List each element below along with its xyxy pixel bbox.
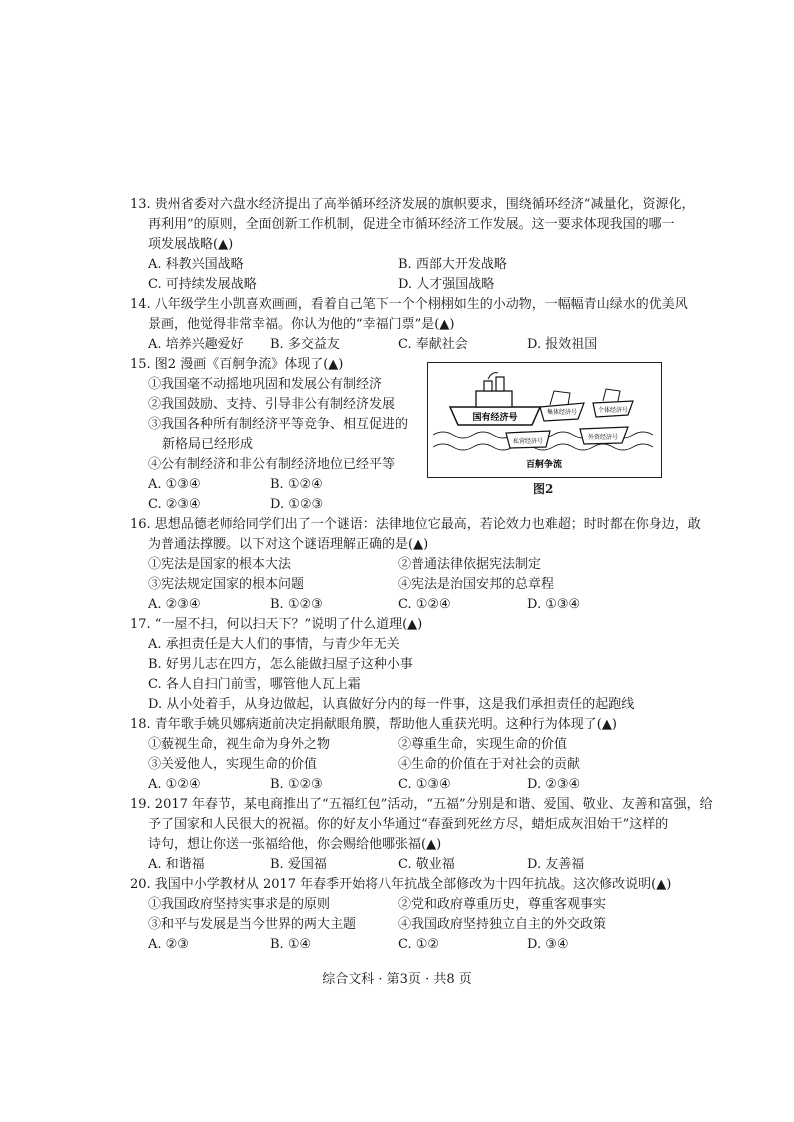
q14-option-d: D. 报效祖国: [527, 337, 598, 352]
q18-stem: 18. 青年歌手姚贝娜病逝前决定捐献眼角膜，帮助他人重获光明。这种行为体现了(▲): [130, 717, 617, 732]
q18-item-2: ②尊重生命，实现生命的价值: [398, 737, 568, 752]
q17-option-b: B. 好男儿志在四方，怎么能做扫屋子这种小事: [148, 657, 413, 672]
q19-option-a: A. 和谐福: [148, 857, 205, 872]
q16-item-3: ③宪法规定国家的根本问题: [148, 577, 305, 592]
q19-stem-line-1: 19. 2017 年春节，某电商推出了“五福红包”活动，“五福”分别是和谐、爱国、敬业、友善和富强，给: [130, 797, 713, 812]
q16-item-2: ②普通法律依据宪法制定: [398, 557, 542, 572]
q18-option-a: A. ①②④: [148, 777, 201, 792]
q15-item-2: ②我国鼓励、支持、引导非公有制经济发展: [148, 397, 396, 412]
q20-item-1: ①我国政府坚持实事求是的原则: [148, 897, 331, 912]
q13-stem-line-2: 再利用”的原则，全面创新工作机制，促进全市循环经济工作发展。这一要求体现我国的哪一: [148, 217, 675, 232]
q15-stem: 15. 图2 漫画《百舸争流》体现了(▲): [130, 357, 344, 372]
ship-4-label: 外资经济号: [587, 434, 619, 441]
q13-option-b: B. 西部大开发战略: [398, 257, 507, 272]
q18-item-1: ①藐视生命，视生命为身外之物: [148, 737, 331, 752]
q15-option-d: D. ①②③: [270, 497, 324, 512]
q19-option-c: C. 敬业福: [398, 857, 455, 872]
ship-5-label: 个体经济号: [597, 407, 629, 414]
q17-stem: 17. “一屋不扫，何以扫天下？”说明了什么道理(▲): [130, 617, 423, 632]
q17-option-c: C. 各人自扫门前雪，哪管他人瓦上霜: [148, 677, 361, 692]
q18-item-4: ④生命的价值在于对社会的贡献: [398, 757, 581, 772]
q20-option-d: D. ③④: [527, 937, 569, 952]
q14-option-c: C. 奉献社会: [398, 337, 468, 352]
figure-caption: 图2: [533, 482, 554, 496]
q13-option-d: D. 人才强国战略: [398, 277, 495, 292]
q13-option-a: A. 科教兴国战略: [148, 257, 244, 272]
q20-item-2: ②党和政府尊重历史，尊重客观事实: [398, 897, 607, 912]
ship-3-label: 私营经济号: [512, 438, 544, 445]
q19-stem-line-3: 诗句，想让你送一张福给他，你会赐给他哪张福(▲): [148, 837, 442, 852]
q16-option-a: A. ②③④: [148, 597, 201, 612]
q19-stem-line-2: 予了国家和人民很大的祝福。你的好友小华通过“春蚕到死丝方尽，蜡炬成灰泪始干”这样的: [148, 817, 669, 832]
cartoon-title: 百舸争流: [525, 460, 563, 470]
q17-option-a: A. 承担责任是大人们的事情，与青少年无关: [148, 637, 400, 652]
page-footer: 综合文科 · 第3页 · 共8 页: [322, 972, 472, 987]
q20-item-4: ④我国政府坚持独立自主的外交政策: [398, 917, 607, 932]
q20-stem: 20. 我国中小学教材从 2017 年春季开始将八年抗战全部修改为十四年抗战。这次修改说明(▲): [130, 877, 672, 892]
q16-item-1: ①宪法是国家的根本大法: [148, 557, 292, 572]
q16-option-c: C. ①②④: [398, 597, 451, 612]
q18-option-d: D. ②③④: [527, 777, 581, 792]
q15-item-3: ③我国各种所有制经济平等竞争、相互促进的: [148, 417, 409, 432]
ship-main-label: 国有经济号: [472, 413, 518, 423]
q16-stem-line-2: 为普通法撑腰。以下对这个谜语理解正确的是(▲): [148, 537, 429, 552]
q19-option-d: D. 友善福: [527, 857, 585, 872]
q20-option-b: B. ①④: [270, 937, 312, 952]
q14-option-b: B. 多交益友: [270, 337, 340, 352]
q15-item-3-cont: 新格局已经形成: [162, 437, 254, 452]
q15-option-c: C. ②③④: [148, 497, 201, 512]
q20-item-3: ③和平与发展是当今世界的两大主题: [148, 917, 357, 932]
q19-option-b: B. 爱国福: [270, 857, 327, 872]
q18-item-3: ③关爱他人，实现生命的价值: [148, 757, 318, 772]
q15-option-a: A. ①③④: [148, 477, 201, 492]
q16-stem-line-1: 16. 思想品德老师给同学们出了一个谜语：法律地位它最高，若论效力也难超；时时都在你身边，敢: [130, 517, 701, 532]
q13-stem-line-3: 项发展战略(▲): [148, 237, 234, 252]
q16-item-4: ④宪法是治国安邦的总章程: [398, 577, 555, 592]
q15-item-1: ①我国毫不动摇地巩固和发展公有制经济: [148, 377, 383, 392]
q17-option-d: D. 从小处着手，从身边做起，认真做好分内的每一件事，这是我们承担责任的起跑线: [148, 697, 635, 712]
q16-option-b: B. ①②③: [270, 597, 323, 612]
cartoon-drawing: [428, 363, 661, 477]
q18-option-c: C. ①③④: [398, 777, 451, 792]
q13-stem-line-1: 13. 贵州省委对六盘水经济提出了高举循环经济发展的旗帜要求，围绕循环经济“减量化，资源化，: [130, 197, 695, 212]
q16-option-d: D. ①③④: [527, 597, 581, 612]
q14-option-a: A. 培养兴趣爱好: [148, 337, 244, 352]
q15-item-4: ④公有制经济和非公有制经济地位已经平等: [148, 457, 396, 472]
q20-option-c: C. ①②: [398, 937, 440, 952]
q20-option-a: A. ②③: [148, 937, 189, 952]
q18-option-b: B. ①②③: [270, 777, 323, 792]
q15-option-b: B. ①②④: [270, 477, 323, 492]
q14-stem-line-2: 景画，他觉得非常幸福。你认为他的“幸福门票”是(▲): [148, 317, 455, 332]
q14-stem-line-1: 14. 八年级学生小凯喜欢画画，看着自己笔下一个个栩栩如生的小动物，一幅幅青山绿水的优美风: [130, 297, 688, 312]
q13-option-c: C. 可持续发展战略: [148, 277, 257, 292]
cartoon-figure: [427, 362, 662, 478]
ship-2-label: 集体经济号: [546, 409, 578, 416]
